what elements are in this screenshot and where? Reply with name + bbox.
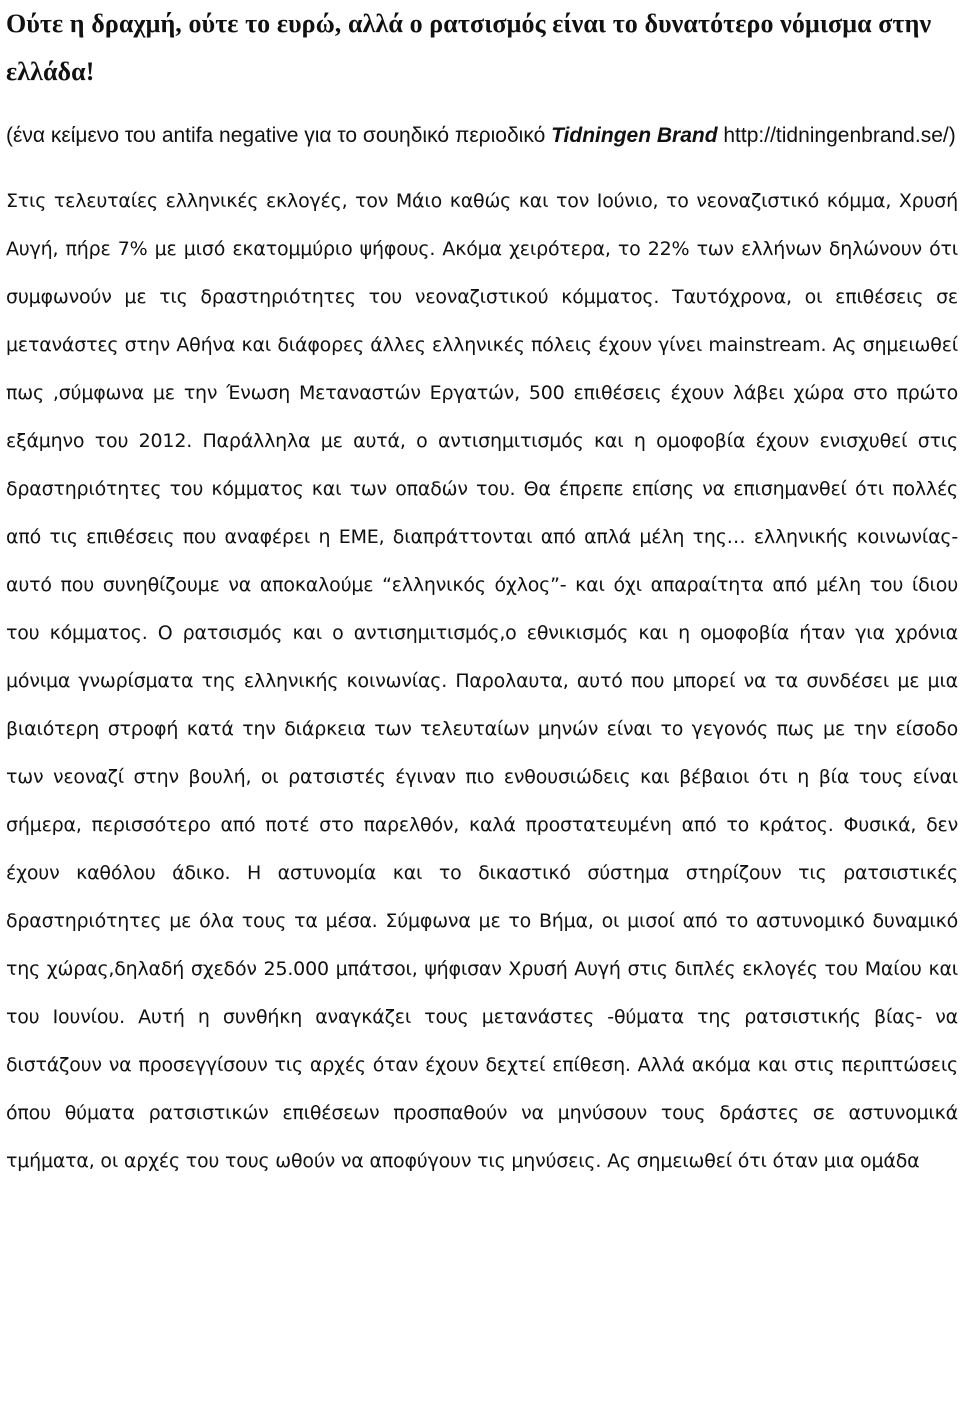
source-prefix: (ένα κείμενο του antifa negative για το σουηδικό περιοδικό	[6, 124, 552, 147]
source-line	[6, 113, 958, 159]
document-title: Ούτε η δραχμή, ούτε το ευρώ, αλλά ο ρατσισμός είναι το δυνατότερο νόμισμα στην ελλάδα!	[6, 9, 932, 86]
source-suffix: http://tidningenbrand.se/)	[717, 124, 956, 147]
document-page	[6, 0, 958, 1185]
body-paragraph: Στις τελευταίες ελληνικές εκλογές, τον Μάιο καθώς και τον Ιούνιο, το νεοναζιστικό κόμμα, Χρυσή Αυγή, πήρε 7% με μισό εκατομμύριο ψήφους. Ακόμα χειρότερα, το 22% των ελλήνων δηλώνουν ότι συμφωνούν με τις δραστηριότητες του νεοναζιστικού κόμματος. Ταυτόχρονα, οι επιθέσεις σε μετανάστες στην Αθήνα και διάφορες άλλες ελληνικές πόλεις έχουν γίνει mainstream. Ας σημειωθεί πως ,σύμφωνα με την Ένωση Μεταναστών Εργατών, 500 επιθέσεις έχουν λάβει χώρα στο πρώτο εξάμηνο του 2012. Παράλληλα με αυτά, ο αντισημιτισμός και η ομοφοβία έχουν ενισχυθεί στις δραστηριότητες του κόμματος και των οπαδών του. Θα έπρεπε επίσης να επισημανθεί ότι πολλές από τις επιθέσεις που αναφέρει η ΕΜΕ, διαπράττονται από απλά μέλη της… ελληνικής κοινωνίας- αυτό που συνηθίζουμε να αποκαλούμε “ελληνικός όχλος”- και όχι απαραίτητα από μέλη του ίδιου του κόμματος. Ο ρατσισμός και ο αντισημιτισμός,ο εθνικισμός και η ομοφοβία ήταν για χρόνια μόνιμα γνωρίσματα της ελληνικής κοινωνίας. Παρολαυτα, αυτό που μπορεί να τα συνδέσει με μια βιαιότερη στροφή κατά την διάρκεια των τελευταίων μηνών είναι το γεγονός πως με την είσοδο των νεοναζί στην βουλή, οι ρατσιστές έγιναν πιο ενθουσιώδεις και βέβαιοι ότι η βία τους είναι σήμερα, περισσότερο από ποτέ στο παρελθόν, καλά προστατευμένη από το κράτος. Φυσικά, δεν έχουν καθόλου άδικο. Η αστυνομία και το δικαστικό σύστημα στηρίζουν τις ρατσιστικές δραστηριότητες με όλα τους τα μέσα. Σύμφωνα με το Βήμα, οι μισοί από το αστυνομικό δυναμικό της χώρας,δηλαδή σχεδόν 25.000 μπάτσοι, ψήφισαν Χρυσή Αυγή στις διπλές εκλογές του Μαίου και του Ιουνίου. Αυτή η συνθήκη αναγκάζει τους μετανάστες -θύματα της ρατσιστικής βίας- να διστάζουν να προσεγγίσουν τις αρχές όταν έχουν δεχτεί επίθεση. Αλλά ακόμα και στις περιπτώσεις όπου θύματα ρατσιστικών επιθέσεων προσπαθούν να μηνύσουν τους δράστες σε αστυνομικά τμήματα, οι αρχές του τους ωθούν να αποφύγουν τις μηνύσεις. Ας σημειωθεί ότι όταν μια ομάδα	[6, 190, 958, 1172]
magazine-name: Tidningen Brand	[551, 124, 718, 147]
